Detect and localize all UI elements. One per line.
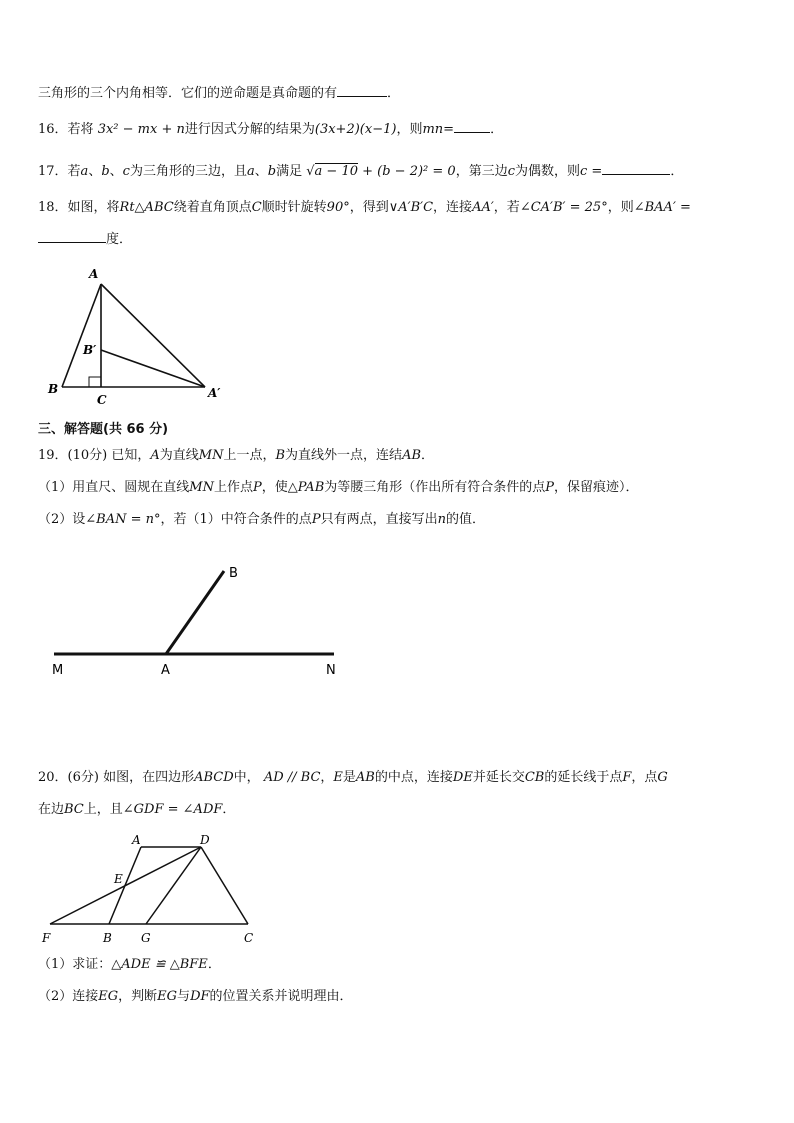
q19-line1 (38, 447, 434, 465)
label-N: N (326, 663, 336, 678)
q18-angle2: ∠BAA′ = (633, 200, 691, 215)
q19-p1d: 为等腰三角形（作出所有符合条件的点 (324, 480, 546, 495)
q20-p1b: ． (207, 957, 221, 972)
q18-t5: ，若 (493, 200, 520, 215)
q20-line2 (38, 801, 235, 819)
line-A-B (62, 284, 101, 387)
q19-p2-P: P (311, 512, 321, 527)
q18-t6: ，则 (607, 200, 634, 215)
label-D: D (200, 833, 210, 847)
q20-DE: DE (452, 770, 473, 785)
q20-number: 20．(6分) 如图，在四边形 (38, 770, 195, 785)
q16-mn: mn (422, 122, 444, 137)
q17-end: ． (670, 164, 684, 179)
label-G: G (141, 931, 151, 945)
q19-p2a: （2）设 (38, 512, 86, 527)
q18-triangle2: ∨A′B′C (388, 200, 434, 215)
q19-AB: AB (402, 448, 422, 463)
q18-deg90: 90° (326, 200, 350, 215)
label-C: C (97, 393, 107, 407)
q20-t1: 中， (233, 770, 260, 785)
q18-angle1: ∠CA′B′ = 25° (519, 200, 608, 215)
q19-p1e: ，保留痕迹）． (554, 480, 639, 495)
q17-c2: c (507, 164, 515, 179)
line-B1-A1 (101, 350, 205, 387)
q20-BC: BC (64, 802, 84, 817)
q17-number: 17．若 (38, 164, 81, 179)
q18-AA: AA′ (472, 200, 494, 215)
q17-sep1: 、 (88, 164, 102, 179)
q20-p2-EG2: EG (157, 989, 178, 1004)
q16-answer-blank (454, 119, 490, 133)
q17-sep3: 、 (254, 164, 268, 179)
q20-part2 (38, 988, 353, 1006)
q16-polynomial: 3x² − mx + n (97, 122, 185, 137)
q20-line1 (38, 769, 668, 787)
q16-eq: = (443, 122, 455, 137)
q18-t1: 绕着直角顶点 (173, 200, 252, 215)
q17-mid3: ，第三边 (455, 164, 508, 179)
q20-ABCD: ABCD (194, 770, 234, 785)
line-AB (166, 571, 224, 654)
q20-t6: 的延长线于点 (544, 770, 623, 785)
q20-CB: CB (524, 770, 545, 785)
q20-part1 (38, 956, 221, 974)
q20-angle: ∠GDF = ∠ADF (122, 802, 223, 817)
q19-t1: 为直线 (159, 448, 199, 463)
q19-p1-MN: MN (189, 480, 214, 495)
q18-t2: 顺时针旋转 (261, 200, 327, 215)
q19-t3: 为直线外一点，连结 (285, 448, 403, 463)
q20-figure (38, 830, 268, 950)
q18-line1 (38, 199, 691, 217)
q19-number: 19．(10分) 已知， (38, 448, 151, 463)
section-3-heading: 三、解答题(共 66 分) (38, 422, 169, 437)
q19-p1-P: P (252, 480, 262, 495)
q19-t2: 上一点， (223, 448, 276, 463)
label-A: A (132, 833, 141, 847)
q20-parallel: AD // BC (263, 770, 321, 785)
q16-factor: (3x+2)(x−1) (314, 122, 397, 137)
q17-mid1: 为三角形的三边，且 (129, 164, 247, 179)
q18-answer-blank (38, 229, 106, 243)
q18-number: 18．如图，将 (38, 200, 120, 215)
q20-p2-EG: EG (98, 989, 119, 1004)
q15-answer-blank (337, 83, 387, 97)
q17-c: c (122, 164, 130, 179)
q20-G: G (657, 770, 668, 785)
q20-l2c: ． (222, 802, 236, 817)
q20-p2b: ，判断 (118, 989, 158, 1004)
q20-p1a: （1）求证： (38, 957, 112, 972)
q18-t4: ，连接 (433, 200, 473, 215)
q19-part1 (38, 479, 639, 497)
line-D-G (146, 847, 201, 924)
q19-p2-n: n (437, 512, 446, 527)
q16-mid-text: 进行因式分解的结果为 (184, 122, 315, 137)
q17-b2: b (267, 164, 277, 179)
label-F: F (42, 931, 51, 945)
q19-part2 (38, 511, 485, 529)
q17-mid2: 满足 (276, 164, 303, 179)
q18-line2 (38, 229, 132, 249)
line-D-C (201, 847, 248, 924)
q20-E: E (333, 770, 343, 785)
label-B: B (229, 566, 238, 581)
line-A-A1 (101, 284, 205, 387)
label-M: M (52, 663, 64, 678)
q17-c3: c (580, 164, 588, 179)
q20-p2c: 与 (177, 989, 191, 1004)
q18-rt-triangle: Rt△ABC (119, 200, 174, 215)
q19-p1-P2: P (545, 480, 555, 495)
q18-figure (40, 262, 240, 412)
q17-eq: = (587, 164, 603, 179)
right-angle-mark (89, 377, 101, 387)
label-C: C (244, 931, 254, 945)
q20-t2: ， (320, 770, 334, 785)
q20-l2b: 上，且 (83, 802, 123, 817)
q18-unit: 度． (106, 232, 133, 247)
q18-C: C (251, 200, 262, 215)
q17-a2: a (246, 164, 255, 179)
q17-equation-rest: + (b − 2)² = 0 (357, 164, 456, 179)
q19-p1a: （1）用直尺、圆规在直线 (38, 480, 190, 495)
q17-sqrt-argument: a − 10 (314, 164, 358, 179)
q20-p2d: 的位置关系并说明理由． (209, 989, 353, 1004)
q17-sep2: 、 (109, 164, 123, 179)
sqrt-sign-icon: √ (306, 164, 315, 179)
q20-F: F (622, 770, 632, 785)
q19-p2c: 只有两点，直接写出 (320, 512, 438, 527)
label-A1: A′ (208, 386, 221, 400)
q20-t3: 是 (342, 770, 356, 785)
q17-line (38, 161, 683, 181)
q19-MN: MN (198, 448, 224, 463)
q20-p2-DF: DF (190, 989, 210, 1004)
q20-t4: 的中点，连接 (374, 770, 453, 785)
q17-b: b (101, 164, 110, 179)
q19-B: B (275, 448, 286, 463)
q19-p2-angle: ∠BAN = n° (85, 512, 161, 527)
label-A: A (161, 663, 170, 678)
q19-t4: ． (421, 448, 435, 463)
q15-tail-text: 三角形的三个内角相等．它们的逆命题是真命题的有 (38, 86, 338, 101)
label-B: B (103, 931, 112, 945)
q19-p1-triangle: △PAB (287, 480, 325, 495)
line-D-F (50, 847, 201, 924)
q17-mid4: 为偶数，则 (514, 164, 580, 179)
label-A: A (89, 267, 99, 281)
q16-number: 16．若将 (38, 122, 94, 137)
q20-p2a: （2）连接 (38, 989, 99, 1004)
q20-t7: ，点 (631, 770, 658, 785)
q16-end: ． (490, 122, 504, 137)
q19-p1c: ，使 (261, 480, 288, 495)
q19-p2b: ，若（1）中符合条件的点 (160, 512, 312, 527)
label-B1: B′ (83, 343, 97, 357)
label-B: B (48, 382, 59, 396)
q16-line (38, 119, 503, 139)
q19-A: A (150, 448, 160, 463)
q20-t5: 并延长交 (472, 770, 525, 785)
label-E: E (114, 872, 123, 886)
q17-answer-blank (602, 161, 670, 175)
q15-tail-line (38, 83, 400, 103)
q15-end: ． (387, 86, 401, 101)
q20-l2a: 在边 (38, 802, 65, 817)
q17-a: a (80, 164, 89, 179)
q19-p1b: 上作点 (213, 480, 253, 495)
q20-AB: AB (355, 770, 375, 785)
q19-figure (40, 560, 360, 690)
q20-p1-congruence: △ADE ≌ △BFE (111, 957, 208, 972)
q18-t3: ，得到 (349, 200, 389, 215)
q16-ask: ，则 (396, 122, 423, 137)
q19-p2d: 的值． (445, 512, 485, 527)
